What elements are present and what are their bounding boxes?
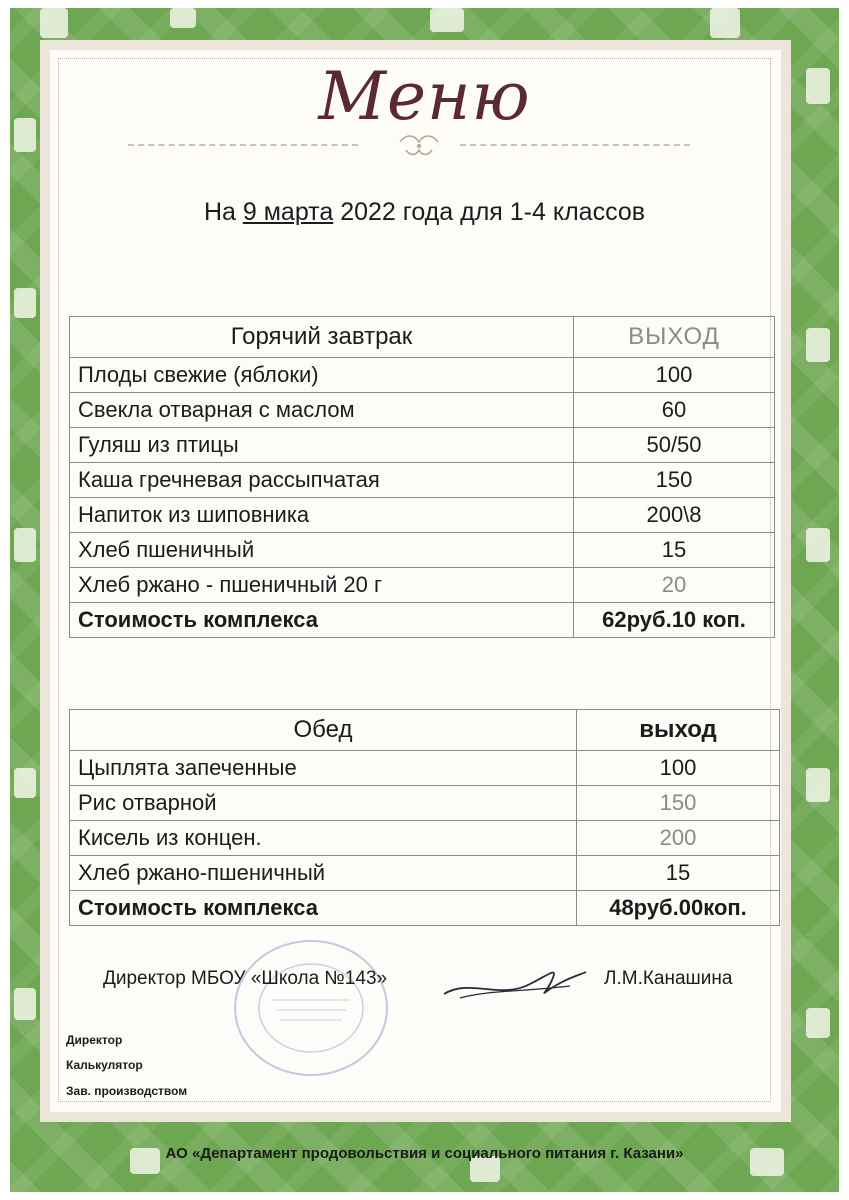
approval-production-head: Зав. производством [66, 1084, 188, 1098]
total-label: Стоимость комплекса [70, 891, 577, 926]
dish-output: 15 [577, 856, 780, 891]
dish-name: Гуляш из птицы [70, 428, 574, 463]
table-row [70, 358, 775, 393]
dish-name: Рис отварной [70, 786, 577, 821]
signatory-position: Директор МБОУ «Школа №143» [103, 968, 388, 989]
subtitle-suffix: 2022 года для 1-4 классов [333, 198, 646, 226]
lunch-header: Обед [70, 710, 577, 751]
table-row [70, 428, 775, 463]
table-row [70, 786, 780, 821]
dish-name: Хлеб пшеничный [70, 533, 574, 568]
dish-name: Напиток из шиповника [70, 498, 574, 533]
approval-calculator: Калькулятор [66, 1058, 143, 1072]
dish-name: Хлеб ржано - пшеничный 20 г [70, 568, 574, 603]
table-row [70, 821, 780, 856]
total-row [70, 891, 780, 926]
dish-output: 150 [574, 463, 775, 498]
table-row [70, 393, 775, 428]
table-row [70, 568, 775, 603]
subtitle-prefix: На [203, 198, 243, 226]
dish-name: Плоды свежие (яблоки) [70, 358, 574, 393]
approval-director: Директор [66, 1033, 123, 1047]
table-row [70, 533, 775, 568]
menu-date: 9 марта [242, 198, 334, 226]
official-stamp [232, 938, 390, 1078]
ornament-icon [396, 132, 442, 160]
total-row [70, 603, 775, 638]
dish-name: Кисель из концен. [70, 821, 577, 856]
table-row [70, 498, 775, 533]
menu-date-line [0, 198, 849, 227]
table-row [70, 856, 780, 891]
dish-output: 200\8 [574, 498, 775, 533]
total-price: 48руб.00коп. [577, 891, 780, 926]
breakfast-header: Горячий завтрак [70, 317, 574, 358]
dish-output: 20 [574, 568, 775, 603]
handwritten-signature [440, 960, 590, 1006]
dish-output: 100 [574, 358, 775, 393]
breakfast-table [69, 316, 775, 638]
lunch-output-header: выход [577, 710, 780, 751]
table-row [70, 751, 780, 786]
dish-output: 50/50 [574, 428, 775, 463]
lunch-table [69, 709, 780, 926]
table-header [70, 317, 775, 358]
dish-name: Хлеб ржано-пшеничный [70, 856, 577, 891]
breakfast-output-header: ВЫХОД [574, 317, 775, 358]
table-header [70, 710, 780, 751]
dish-output: 100 [577, 751, 780, 786]
page-title: Меню [318, 58, 531, 135]
dish-output: 200 [577, 821, 780, 856]
dish-name: Цыплята запеченные [70, 751, 577, 786]
total-label: Стоимость комплекса [70, 603, 574, 638]
dish-output: 60 [574, 393, 775, 428]
divider-left [128, 144, 358, 146]
signatory-name: Л.М.Канашина [604, 968, 733, 989]
table-row [70, 463, 775, 498]
footer-organization: АО «Департамент продовольствия и социального питания г. Казани» [165, 1145, 684, 1162]
divider-right [460, 144, 690, 146]
dish-output: 15 [574, 533, 775, 568]
dish-name: Свекла отварная с маслом [70, 393, 574, 428]
total-price: 62руб.10 коп. [574, 603, 775, 638]
dish-output: 150 [577, 786, 780, 821]
dish-name: Каша гречневая рассыпчатая [70, 463, 574, 498]
